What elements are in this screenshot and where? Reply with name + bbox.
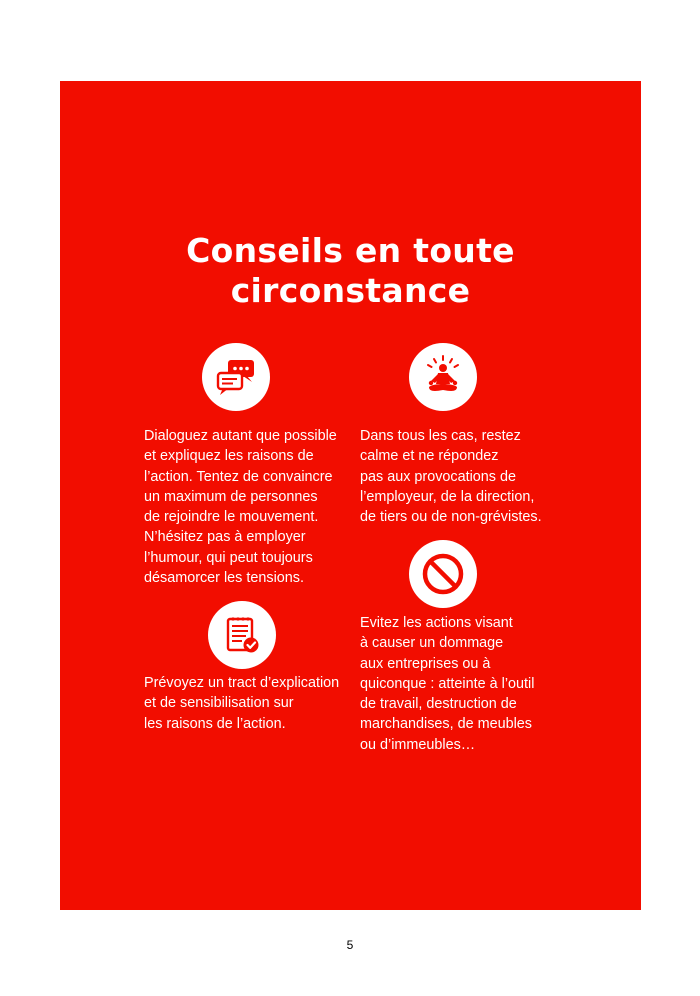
red-panel bbox=[60, 81, 641, 910]
checklist-document-icon bbox=[208, 601, 276, 669]
tip-dommage bbox=[360, 613, 534, 755]
meditation-icon bbox=[409, 343, 477, 411]
tip-line: marchandises, de meubles bbox=[360, 716, 532, 733]
tip-line: de travail, destruction de bbox=[360, 696, 517, 713]
tip-line: l’action. Tentez de convaincre bbox=[144, 468, 333, 485]
tip-line: Dans tous les cas, restez bbox=[360, 428, 521, 444]
tip-line: de tiers ou de non-grévistes. bbox=[360, 509, 542, 526]
page-number: 5 bbox=[346, 938, 354, 952]
title-line-1: Conseils en toute bbox=[186, 231, 515, 270]
tip-line: Prévoyez un tract d’explication bbox=[144, 675, 340, 691]
page-title bbox=[60, 231, 641, 311]
tip-line: aux entreprises ou à bbox=[360, 655, 491, 672]
tip-line: à causer un dommage bbox=[360, 635, 504, 652]
tip-line: N’hésitez pas à employer bbox=[144, 529, 306, 546]
tip-line: Evitez les actions visant bbox=[360, 615, 513, 631]
tip-line: de rejoindre le mouvement. bbox=[144, 509, 319, 526]
tip-line: et de sensibilisation sur bbox=[144, 695, 294, 712]
tip-line: et expliquez les raisons de bbox=[144, 448, 314, 465]
tip-line: pas aux provocations de bbox=[360, 468, 516, 485]
title-line-2: circonstance bbox=[230, 271, 471, 310]
tip-line: calme et ne répondez bbox=[360, 448, 499, 465]
tip-line: l’employeur, de la direction, bbox=[360, 488, 535, 505]
tip-line: les raisons de l’action. bbox=[144, 715, 286, 732]
tip-line: Dialoguez autant que possible bbox=[144, 428, 337, 444]
prohibited-icon bbox=[409, 540, 477, 608]
chat-bubbles-icon bbox=[202, 343, 270, 411]
tip-calme bbox=[360, 426, 542, 527]
tip-tract bbox=[144, 673, 339, 734]
tip-line: un maximum de personnes bbox=[144, 488, 318, 505]
tip-line: l’humour, qui peut toujours bbox=[144, 549, 313, 566]
tip-line: désamorcer les tensions. bbox=[144, 570, 304, 587]
tip-line: ou d’immeubles… bbox=[360, 736, 476, 753]
tip-line: quiconque : atteinte à l’outil bbox=[360, 675, 535, 692]
tip-dialogue bbox=[144, 426, 337, 588]
